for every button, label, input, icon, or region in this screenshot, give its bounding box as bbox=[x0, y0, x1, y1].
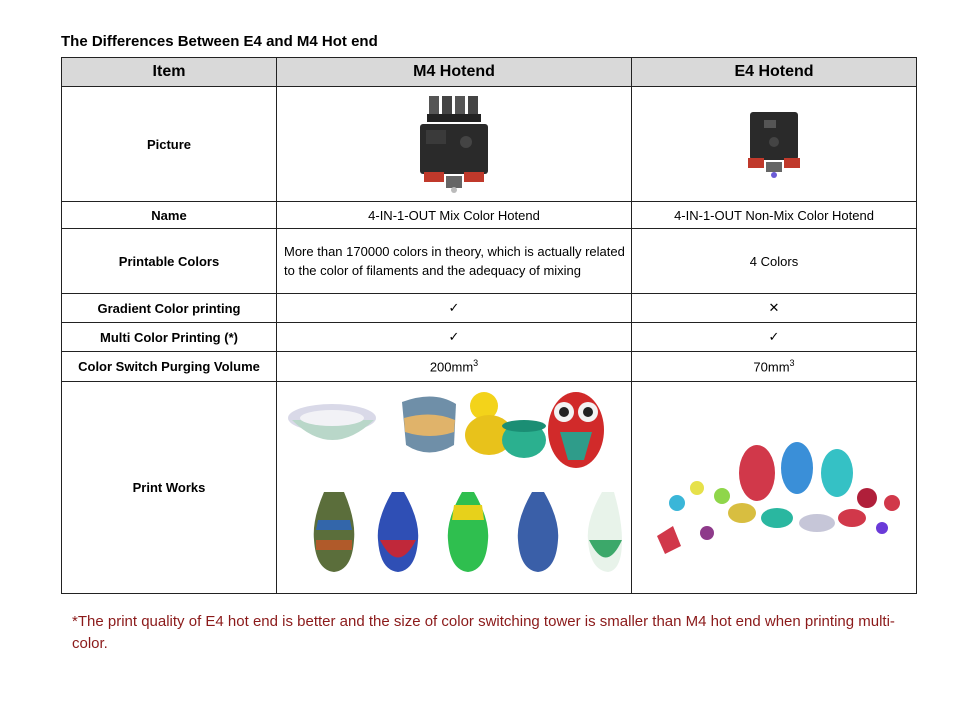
m4-print-works-image bbox=[284, 390, 624, 585]
header-m4: M4 Hotend bbox=[277, 58, 632, 87]
m4-purge-value: 200mm bbox=[429, 359, 474, 375]
table-row-name bbox=[62, 202, 917, 229]
m4-purge-volume bbox=[277, 352, 632, 382]
e4-purge-value: 70mm bbox=[753, 359, 790, 375]
e4-hotend-image bbox=[744, 108, 804, 180]
row-label-gradient: Gradient Color printing bbox=[62, 294, 277, 323]
m4-name: 4-IN-1-OUT Mix Color Hotend bbox=[277, 202, 632, 229]
e4-purge-unit-sup: 3 bbox=[789, 358, 795, 369]
row-label-picture: Picture bbox=[62, 87, 277, 202]
row-label-name: Name bbox=[62, 202, 277, 229]
m4-print-works bbox=[277, 382, 632, 594]
row-label-print-works: Print Works bbox=[62, 382, 277, 594]
m4-multi-check-icon: ✓ bbox=[277, 323, 632, 352]
header-row bbox=[62, 58, 917, 87]
e4-printable-colors: 4 Colors bbox=[632, 229, 917, 294]
table-row-print-works bbox=[62, 382, 917, 594]
m4-printable-colors: More than 170000 colors in theory, which is actually related to the color of filaments and the adequacy of mixing bbox=[277, 229, 632, 294]
e4-print-works bbox=[632, 382, 917, 594]
header-item: Item bbox=[62, 58, 277, 87]
footnote: *The print quality of E4 hot end is better and the size of color switching tower is smaller than M4 hot end when printing multi-color. bbox=[72, 613, 895, 652]
table-row-multi-color bbox=[62, 323, 917, 352]
page-title: The Differences Between E4 and M4 Hot end bbox=[61, 33, 378, 50]
e4-name: 4-IN-1-OUT Non-Mix Color Hotend bbox=[632, 202, 917, 229]
header-e4: E4 Hotend bbox=[632, 58, 917, 87]
e4-hotend-picture bbox=[632, 87, 917, 202]
comparison-table bbox=[61, 57, 917, 594]
row-label-multi-color: Multi Color Printing (*) bbox=[62, 323, 277, 352]
row-label-purge-volume: Color Switch Purging Volume bbox=[62, 352, 277, 382]
table-row-purge-volume bbox=[62, 352, 917, 382]
e4-multi-check-icon: ✓ bbox=[632, 323, 917, 352]
table-row-picture bbox=[62, 87, 917, 202]
table-row-printable-colors bbox=[62, 229, 917, 294]
e4-gradient-cross-icon: ✕ bbox=[632, 294, 917, 323]
m4-hotend-picture bbox=[277, 87, 632, 202]
m4-gradient-check-icon: ✓ bbox=[277, 294, 632, 323]
e4-print-works-image bbox=[637, 418, 912, 558]
table-row-gradient bbox=[62, 294, 917, 323]
m4-hotend-image bbox=[414, 94, 494, 194]
row-label-printable-colors: Printable Colors bbox=[62, 229, 277, 294]
e4-purge-volume bbox=[632, 352, 917, 382]
m4-purge-unit-sup: 3 bbox=[473, 358, 479, 369]
